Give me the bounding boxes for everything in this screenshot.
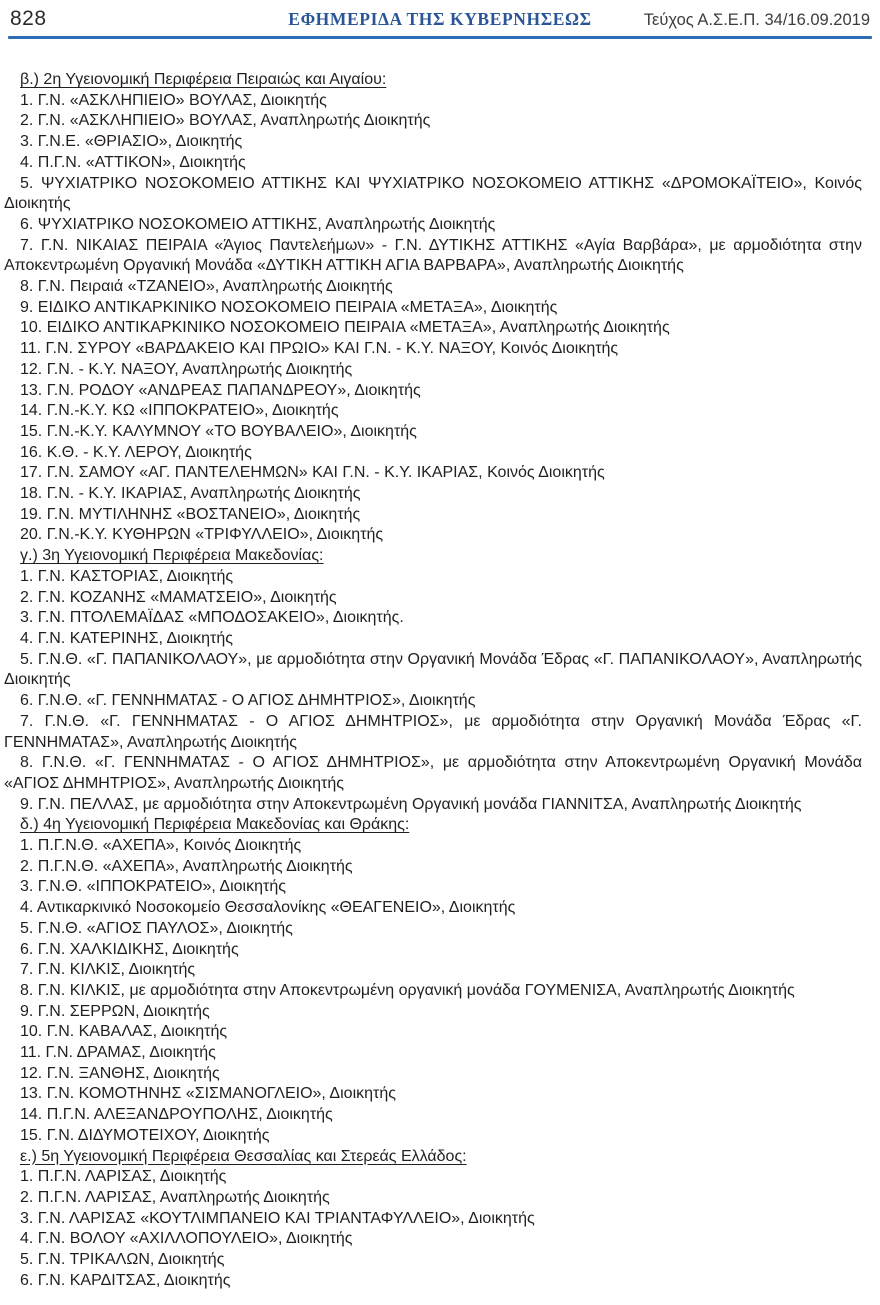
- list-item: 12. Γ.Ν. - Κ.Υ. ΝΑΞΟΥ, Αναπληρωτής Διοικητής: [20, 360, 353, 378]
- section-heading: ε.) 5η Υγειονομική Περιφέρεια Θεσσαλίας και Στερεάς Ελλάδος:: [20, 1147, 467, 1165]
- gazette-title: ΕΦΗΜΕΡΙΔΑ ΤΗΣ ΚΥΒΕΡΝΗΣΕΩΣ: [288, 9, 592, 29]
- list-item: 3. Γ.Ν.Θ. «ΙΠΠΟΚΡΑΤΕΙΟ», Διοικητής: [20, 878, 286, 896]
- list-item: 1. Π.Γ.Ν.Θ. «ΑΧΕΠΑ», Κοινός Διοικητής: [20, 837, 302, 855]
- list-item: 8. Γ.Ν. Πειραιά «ΤΖΑΝΕΙΟ», Αναπληρωτής Διοικητής: [20, 278, 393, 296]
- list-item: 9. Γ.Ν. ΠΕΛΛΑΣ, με αρμοδιότητα στην Αποκεντρωμένη Οργανική μονάδα ΓΙΑΝΝΙΤΣΑ, Αναπληρωτής Διοικητής: [20, 795, 802, 813]
- list-item: 1. Γ.Ν. ΚΑΣΤΟΡΙΑΣ, Διοικητής: [20, 567, 234, 585]
- list-item: 18. Γ.Ν. - Κ.Υ. ΙΚΑΡΙΑΣ, Αναπληρωτής Διοικητής: [20, 485, 361, 503]
- list-item: 11. Γ.Ν. ΔΡΑΜΑΣ, Διοικητής: [20, 1044, 216, 1062]
- list-item: 4. Π.Γ.Ν. «ΑΤΤΙΚΟΝ», Διοικητής: [20, 153, 246, 171]
- list-item: 7. Γ.Ν. ΚΙΛΚΙΣ, Διοικητής: [20, 961, 196, 979]
- list-item: 15. Γ.Ν.-Κ.Υ. ΚΑΛΥΜΝΟΥ «ΤΟ ΒΟΥΒΑΛΕΙΟ», Διοικητής: [20, 422, 417, 440]
- list-item: 14. Γ.Ν.-Κ.Υ. ΚΩ «ΙΠΠΟΚΡΑΤΕΙΟ», Διοικητής: [20, 402, 339, 420]
- list-item: 11. Γ.Ν. ΣΥΡΟΥ «ΒΑΡΔΑΚΕΙΟ ΚΑΙ ΠΡΩΙΟ» ΚΑΙ Γ.Ν. - Κ.Υ. ΝΑΞΟΥ, Κοινός Διοικητής: [20, 340, 619, 358]
- list-item: 9. ΕΙΔΙΚΟ ΑΝΤΙΚΑΡΚΙΝΙΚΟ ΝΟΣΟΚΟΜΕΙΟ ΠΕΙΡΑΙΑ «ΜΕΤΑΞΑ», Διοικητής: [20, 298, 558, 316]
- list-item: 1. Π.Γ.Ν. ΛΑΡΙΣΑΣ, Διοικητής: [20, 1168, 227, 1186]
- section-heading: δ.) 4η Υγειονομική Περιφέρεια Μακεδονίας και Θράκης:: [20, 816, 410, 834]
- list-item: 14. Π.Γ.Ν. ΑΛΕΞΑΝΔΡΟΥΠΟΛΗΣ, Διοικητής: [20, 1106, 333, 1124]
- list-item: 5. Γ.Ν.Θ. «ΑΓΙΟΣ ΠΑΥΛΟΣ», Διοικητής: [20, 919, 293, 937]
- list-item: 13. Γ.Ν. ΡΟΔΟΥ «ΑΝΔΡΕΑΣ ΠΑΠΑΝΔΡΕΟΥ», Διοικητής: [20, 381, 421, 399]
- list-item: 12. Γ.Ν. ΞΑΝΘΗΣ, Διοικητής: [20, 1064, 220, 1082]
- list-item: 6. ΨΥΧΙΑΤΡΙΚΟ ΝΟΣΟΚΟΜΕΙΟ ΑΤΤΙΚΗΣ, Αναπληρωτής Διοικητής: [20, 215, 496, 233]
- list-item: 2. Γ.Ν. ΚΟΖΑΝΗΣ «ΜΑΜΑΤΣΕΙΟ», Διοικητής: [20, 588, 337, 606]
- list-item: 6. Γ.Ν.Θ. «Γ. ΓΕΝΝΗΜΑΤΑΣ - Ο ΑΓΙΟΣ ΔΗΜΗΤΡΙΟΣ», Διοικητής: [20, 692, 476, 710]
- page-number: 828: [10, 7, 47, 30]
- list-item: 16. Κ.Θ. - Κ.Υ. ΛΕΡΟΥ, Διοικητής: [20, 443, 252, 461]
- list-item: 2. Π.Γ.Ν.Θ. «ΑΧΕΠΑ», Αναπληρωτής Διοικητής: [20, 857, 353, 875]
- list-item: 3. Γ.Ν. ΠΤΟΛΕΜΑΪΔΑΣ «ΜΠΟΔΟΣΑΚΕΙΟ», Διοικητής.: [20, 609, 404, 627]
- list-item: 4. Γ.Ν. ΚΑΤΕΡΙΝΗΣ, Διοικητής: [20, 629, 233, 647]
- list-item: 6. Γ.Ν. ΚΑΡΔΙΤΣΑΣ, Διοικητής: [20, 1271, 231, 1289]
- list-item: 8. Γ.Ν.Θ. «Γ. ΓΕΝΝΗΜΑΤΑΣ - Ο ΑΓΙΟΣ ΔΗΜΗΤΡΙΟΣ», με αρμοδιότητα στην Αποκεντρωμένη Οργανική Μονάδα «ΑΓΙΟΣ ΔΗΜΗΤΡΙΟΣ», Αναπληρωτής Διοικητής: [4, 754, 862, 792]
- list-item: 3. Γ.Ν.Ε. «ΘΡΙΑΣΙΟ», Διοικητής: [20, 133, 243, 151]
- page-header: [0, 0, 880, 33]
- section-heading: γ.) 3η Υγειονομική Περιφέρεια Μακεδονίας:: [20, 547, 324, 565]
- issue-info: Τεύχος Α.Σ.Ε.Π. 34/16.09.2019: [643, 11, 870, 29]
- list-item: 5. Γ.Ν. ΤΡΙΚΑΛΩΝ, Διοικητής: [20, 1251, 225, 1269]
- list-item: 15. Γ.Ν. ΔΙΔΥΜΟΤΕΙΧΟΥ, Διοικητής: [20, 1126, 270, 1144]
- list-item: 2. Γ.Ν. «ΑΣΚΛΗΠΙΕΙΟ» ΒΟΥΛΑΣ, Αναπληρωτής Διοικητής: [20, 112, 431, 130]
- list-item: 10. Γ.Ν. ΚΑΒΑΛΑΣ, Διοικητής: [20, 1023, 228, 1041]
- list-item: 3. Γ.Ν. ΛΑΡΙΣΑΣ «ΚΟΥΤΛΙΜΠΑΝΕΙΟ ΚΑΙ ΤΡΙΑΝΤΑΦΥΛΛΕΙΟ», Διοικητής: [20, 1209, 535, 1227]
- list-item: 6. Γ.Ν. ΧΑΛΚΙΔΙΚΗΣ, Διοικητής: [20, 940, 239, 958]
- document-body: [0, 39, 880, 1291]
- list-item: 9. Γ.Ν. ΣΕΡΡΩΝ, Διοικητής: [20, 1002, 210, 1020]
- list-item: 17. Γ.Ν. ΣΑΜΟΥ «ΑΓ. ΠΑΝΤΕΛΕΗΜΩΝ» ΚΑΙ Γ.Ν. - Κ.Υ. ΙΚΑΡΙΑΣ, Κοινός Διοικητής: [20, 464, 605, 482]
- list-item: 1. Γ.Ν. «ΑΣΚΛΗΠΙΕΙΟ» ΒΟΥΛΑΣ, Διοικητής: [20, 91, 327, 109]
- list-item: 20. Γ.Ν.-Κ.Υ. ΚΥΘΗΡΩΝ «ΤΡΙΦΥΛΛΕΙΟ», Διοικητής: [20, 526, 384, 544]
- list-item: 2. Π.Γ.Ν. ΛΑΡΙΣΑΣ, Αναπληρωτής Διοικητής: [20, 1188, 330, 1206]
- list-item: 4. Αντικαρκινικό Νοσοκομείο Θεσσαλονίκης «ΘΕΑΓΕΝΕΙΟ», Διοικητής: [20, 899, 516, 917]
- list-item: 5. ΨΥΧΙΑΤΡΙΚΟ ΝΟΣΟΚΟΜΕΙΟ ΑΤΤΙΚΗΣ ΚΑΙ ΨΥΧΙΑΤΡΙΚΟ ΝΟΣΟΚΟΜΕΙΟ ΑΤΤΙΚΗΣ «ΔΡΟΜΟΚΑΪΤΕΙΟ», Κοινός Διοικητής: [4, 174, 862, 213]
- list-item: 10. ΕΙΔΙΚΟ ΑΝΤΙΚΑΡΚΙΝΙΚΟ ΝΟΣΟΚΟΜΕΙΟ ΠΕΙΡΑΙΑ «ΜΕΤΑΞΑ», Αναπληρωτής Διοικητής: [20, 319, 670, 337]
- list-item: 7. Γ.Ν. ΝΙΚΑΙΑΣ ΠΕΙΡΑΙΑ «Άγιος Παντελεήμων» - Γ.Ν. ΔΥΤΙΚΗΣ ΑΤΤΙΚΗΣ «Αγία Βαρβάρα», με αρμοδιότητα στην Αποκεντρωμένη Οργανική Μονάδα «ΔΥΤΙΚΗ ΑΤΤΙΚΗ ΑΓΙΑ ΒΑΡΒΑΡΑ», Αναπληρωτής Διοικητής: [4, 236, 862, 275]
- list-item: 7. Γ.Ν.Θ. «Γ. ΓΕΝΝΗΜΑΤΑΣ - Ο ΑΓΙΟΣ ΔΗΜΗΤΡΙΟΣ», με αρμοδιότητα στην Οργανική Μονάδα Έδρας «Γ. ΓΕΝΝΗΜΑΤΑΣ», Αναπληρωτής Διοικητής: [4, 712, 862, 751]
- list-item: 4. Γ.Ν. ΒΟΛΟΥ «ΑΧΙΛΛΟΠΟΥΛΕΙΟ», Διοικητής: [20, 1230, 353, 1248]
- list-item: 13. Γ.Ν. ΚΟΜΟΤΗΝΗΣ «ΣΙΣΜΑΝΟΓΛΕΙΟ», Διοικητής: [20, 1085, 396, 1103]
- section-heading: β.) 2η Υγειονομική Περιφέρεια Πειραιώς και Αιγαίου:: [20, 71, 387, 88]
- list-item: 19. Γ.Ν. ΜΥΤΙΛΗΝΗΣ «ΒΟΣΤΑΝΕΙΟ», Διοικητής: [20, 505, 361, 523]
- list-item: 5. Γ.Ν.Θ. «Γ. ΠΑΠΑΝΙΚΟΛΑΟΥ», με αρμοδιότητα στην Οργανική Μονάδα Έδρας «Γ. ΠΑΠΑΝΙΚΟΛΑΟΥ», Αναπληρωτής Διοικητής: [4, 650, 862, 689]
- list-item: 8. Γ.Ν. ΚΙΛΚΙΣ, με αρμοδιότητα στην Αποκεντρωμένη οργανική μονάδα ΓΟΥΜΕΝΙΣΑ, Αναπληρωτής Διοικητής: [20, 981, 795, 999]
